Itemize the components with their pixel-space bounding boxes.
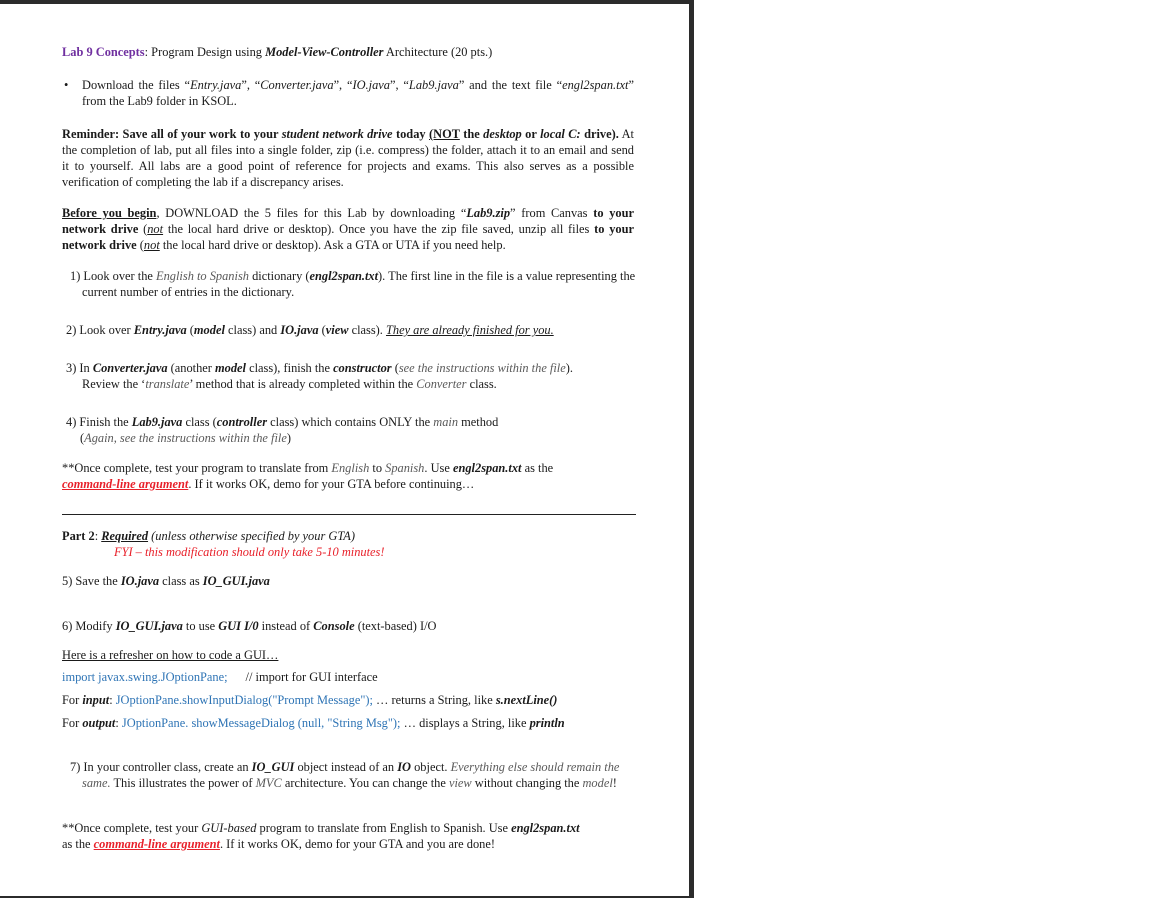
download-instructions: • Download the files “Entry.java”, “Converter.java”, “IO.java”, “Lab9.java” and the text file “engl2span.txt” from the Lab9 folder in KSOL.	[64, 78, 634, 108]
mvc-term: Model-View-Controller	[265, 45, 384, 59]
lab-label: Lab 9 Concepts	[62, 45, 145, 59]
refresher-title: Here is a refresher on how to code a GUI…	[62, 648, 279, 662]
section-divider	[62, 514, 636, 515]
note-2: **Once complete, test your GUI-based program to translate from English to Spanish. Use engl2span.txt as the command-line argument. If it works OK, demo for your GTA and you are done!	[62, 821, 580, 851]
command-line-argument-term: command-line argument	[62, 477, 189, 491]
step-5: 5) Save the IO.java class as IO_GUI.java	[62, 574, 270, 588]
step-1: 1) Look over the English to Spanish dictionary (engl2span.txt). The first line in the file is a value representing the current number of entries in the dictionary.	[70, 269, 636, 299]
command-line-argument-term-2: command-line argument	[93, 837, 220, 851]
step-6: 6) Modify IO_GUI.java to use GUI I/0 instead of Console (text-based) I/O	[62, 619, 437, 633]
fyi-note: FYI – this modification should only take 5-10 minutes!	[114, 545, 385, 559]
step-4: 4) Finish the Lab9.java class (controller class) which contains ONLY the main method (Again, see the instructions within the file)	[66, 415, 499, 445]
reminder-paragraph: Reminder: Save all of your work to your student network drive today (NOT the desktop or local C: drive). At the completion of lab, put all files into a single folder, zip (i.e. compress) the folder, attach it to an email and send it to yourself. All labs are a good point of reference for projects and exams. This also serves as a possible verification of completing the lab if a discrepancy arises.	[62, 127, 634, 189]
input-dialog-code: JOptionPane.showInputDialog("Prompt Message");	[115, 693, 373, 707]
part-2-heading: Part 2: Required (unless otherwise specified by your GTA) FYI – this modification should only take 5-10 minutes!	[62, 529, 385, 559]
import-code: import javax.swing.JOptionPane;	[62, 670, 228, 684]
step-2: 2) Look over Entry.java (model class) and IO.java (view class). They are already finished for you.	[66, 323, 554, 337]
step-7: 7) In your controller class, create an IO_GUI object instead of an IO object. Everything else should remain the same. This illustrates the power of MVC architecture. You can change the view without changing the model!	[70, 760, 620, 790]
lab-heading: Lab 9 Concepts: Program Design using Model-View-Controller Architecture (20 pts.)	[62, 45, 493, 59]
gui-refresher: Here is a refresher on how to code a GUI… import javax.swing.JOptionPane; // import for GUI interface For input: JOptionPane.showInputDialog("Prompt Message"); … returns a String, like s.nextLine() For output: JOptionPane. showMessageDialog (null, "String Msg"); … displays a String, like println	[62, 648, 565, 730]
import-comment: // import for GUI interface	[245, 670, 378, 684]
before-you-begin-paragraph: Before you begin, DOWNLOAD the 5 files for this Lab by downloading “Lab9.zip” from Canvas to your network drive (not the local hard drive or desktop). Once you have the zip file saved, unzip all files to your network drive (not the local hard drive or desktop). Ask a GTA or UTA if you need help.	[62, 206, 635, 252]
step-3: 3) In Converter.java (another model class), finish the constructor (see the instructions within the file). Review the ‘translate’ method that is already completed within the Converter class.	[66, 361, 573, 391]
bullet-icon: •	[64, 78, 69, 92]
note-1: **Once complete, test your program to translate from English to Spanish. Use engl2span.txt as the command-line argument. If it works OK, demo for your GTA before continuing…	[62, 461, 554, 491]
message-dialog-code: JOptionPane. showMessageDialog (null, "String Msg");	[121, 716, 401, 730]
